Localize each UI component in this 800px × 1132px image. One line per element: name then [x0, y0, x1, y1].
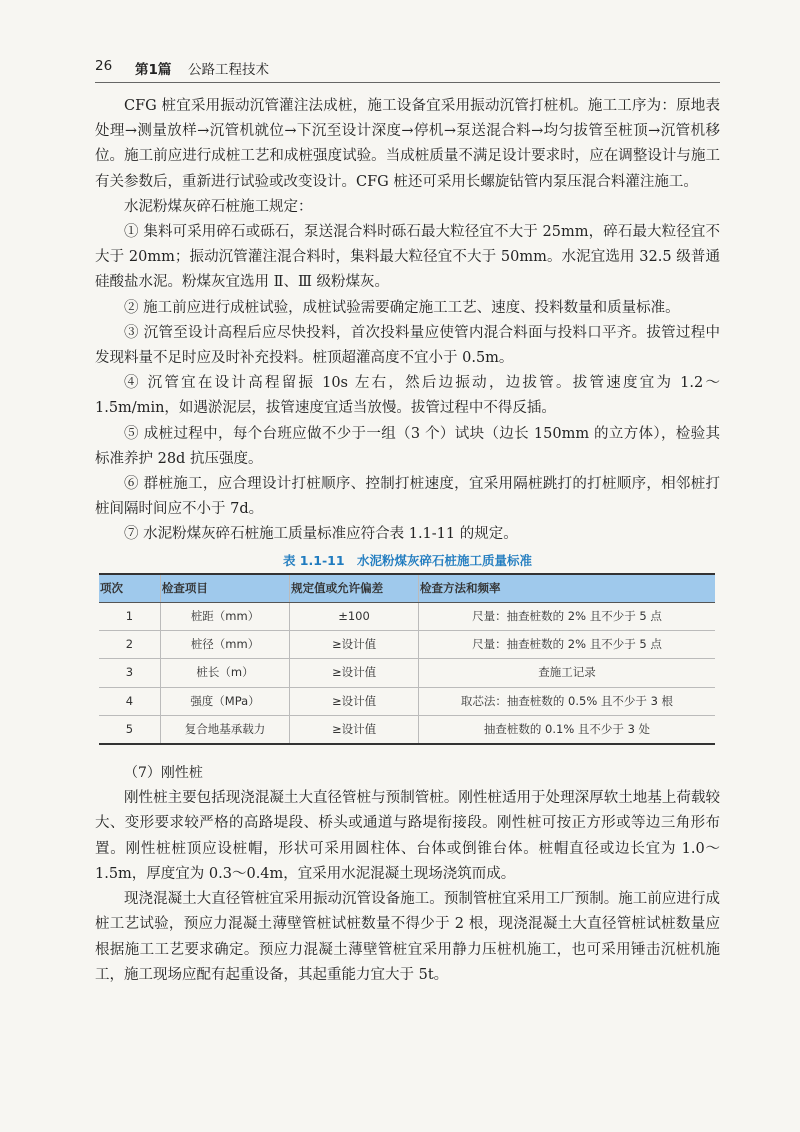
column-header: 规定值或允许偏差	[290, 574, 419, 603]
table-row	[99, 715, 715, 744]
page-number: 26	[95, 58, 113, 74]
table-row	[99, 687, 715, 715]
table-row	[99, 631, 715, 659]
table-cell: ≥设计值	[290, 687, 419, 715]
table-row	[99, 659, 715, 687]
paragraph: ② 施工前应进行成桩试验，成桩试验需要确定施工工艺、速度、投料数量和质量标准。	[124, 299, 680, 316]
table-cell: 取芯法：抽查桩数的 0.5% 且不少于 3 根	[418, 687, 715, 715]
table-row	[99, 603, 715, 631]
table-cell: 桩径（mm）	[160, 631, 289, 659]
paragraph: 现浇混凝土大直径管桩宜采用振动沉管设备施工。预制管桩宜采用工厂预制。施工前应进行成桩工艺试验，预应力混凝土薄壁管桩试桩数量不得少于 2 根，现浇混凝土大直径管桩试桩数量应根据施工工艺要求确定。预应力混凝土薄壁管桩宜采用静力压桩机施工，也可采用锤击沉桩机施工，施工现场应配有起重设备，其起重能力宜大于 5t。	[95, 891, 720, 983]
table-cell: 桩距（mm）	[160, 603, 289, 631]
chapter-label: 第1篇	[135, 62, 172, 78]
column-header: 检查项目	[160, 574, 289, 603]
table-cell: 尺量：抽查桩数的 2% 且不少于 5 点	[418, 631, 715, 659]
table-cell: ≥设计值	[290, 631, 419, 659]
column-header: 检查方法和频率	[418, 574, 715, 603]
table-cell: 4	[99, 687, 160, 715]
paragraph: ① 集料可采用碎石或砾石，泵送混合料时砾石最大粒径宜不大于 25mm，碎石最大粒径宜不大于 20mm；振动沉管灌注混合料时，集料最大粒径宜不大于 50mm。水泥宜选用 32.5 级普通硅酸盐水泥。粉煤灰宜选用 Ⅱ、Ⅲ 级粉煤灰。	[95, 224, 720, 291]
table-cell: 抽查桩数的 0.1% 且不少于 3 处	[418, 715, 715, 744]
quality-standard-table	[99, 573, 715, 745]
table-cell: 3	[99, 659, 160, 687]
table-cell: 强度（MPa）	[160, 687, 289, 715]
paragraph: ⑥ 群桩施工，应合理设计打桩顺序、控制打桩速度，宜采用隔桩跳打的打桩顺序，相邻桩打桩间隔时间应不小于 7d。	[95, 476, 720, 518]
table-cell: 5	[99, 715, 160, 744]
column-header: 项次	[99, 574, 160, 603]
paragraph: ③ 沉管至设计高程后应尽快投料，首次投料量应使管内混合料面与投料口平齐。拔管过程中发现料量不足时应及时补充投料。桩顶超灌高度不宜小于 0.5m。	[95, 324, 720, 367]
paragraph: ⑤ 成桩过程中，每个台班应做不少于一组（3 个）试块（边长 150mm 的立方体），检验其标准养护 28d 抗压强度。	[95, 425, 720, 467]
table-caption: 表 1.1-11 水泥粉煤灰碎石桩施工质量标准	[282, 552, 533, 568]
table-cell: ≥设计值	[290, 659, 419, 687]
table-cell: 桩长（m）	[160, 659, 289, 687]
section-subheading: （7）刚性桩	[124, 765, 203, 782]
table-cell: 2	[99, 631, 160, 659]
paragraph: ⑦ 水泥粉煤灰碎石桩施工质量标准应符合表 1.1-11 的规定。	[124, 526, 518, 543]
chapter-title: 公路工程技术	[188, 62, 269, 78]
table-cell: 1	[99, 603, 160, 631]
paragraph: CFG 桩宜采用振动沉管灌注法成桩，施工设备宜采用振动沉管打桩机。施工工序为：原地表处理→测量放样→沉管机就位→下沉至设计深度→停机→泵送混合料→均匀拔管至桩顶→沉管机移位。施工前应进行成桩工艺和成桩强度试验。当成桩质量不满足设计要求时，应在调整设计与施工有关参数后，重新进行试验或改变设计。CFG 桩还可采用长螺旋钻管内泵压混合料灌注施工。	[95, 98, 720, 190]
page-body	[95, 94, 720, 988]
table-cell: 尺量：抽查桩数的 2% 且不少于 5 点	[418, 603, 715, 631]
page-header	[95, 52, 720, 83]
table-cell: 查施工记录	[418, 659, 715, 687]
table-header-row	[99, 574, 715, 603]
table-cell: 复合地基承载力	[160, 715, 289, 744]
paragraph: ④ 沉管宜在设计高程留振 10s 左右，然后边振动，边拔管。拔管速度宜为 1.2～1.5m/min，如遇淤泥层，拔管速度宜适当放慢。拔管过程中不得反插。	[95, 375, 720, 417]
table-cell: ±100	[290, 603, 419, 631]
paragraph: 刚性桩主要包括现浇混凝土大直径管桩与预制管桩。刚性桩适用于处理深厚软土地基上荷载较大、变形要求较严格的高路堤段、桥头或通道与路堤衔接段。刚性桩可按正方形或等边三角形布置。刚性桩桩顶应设桩帽，形状可采用圆柱体、台体或倒锥台体。桩帽直径或边长宜为 1.0～1.5m，厚度宜为 0.3～0.4m，宜采用水泥混凝土现场浇筑而成。	[95, 790, 720, 882]
paragraph: 水泥粉煤灰碎石桩施工规定：	[124, 198, 313, 215]
table-cell: ≥设计值	[290, 715, 419, 744]
